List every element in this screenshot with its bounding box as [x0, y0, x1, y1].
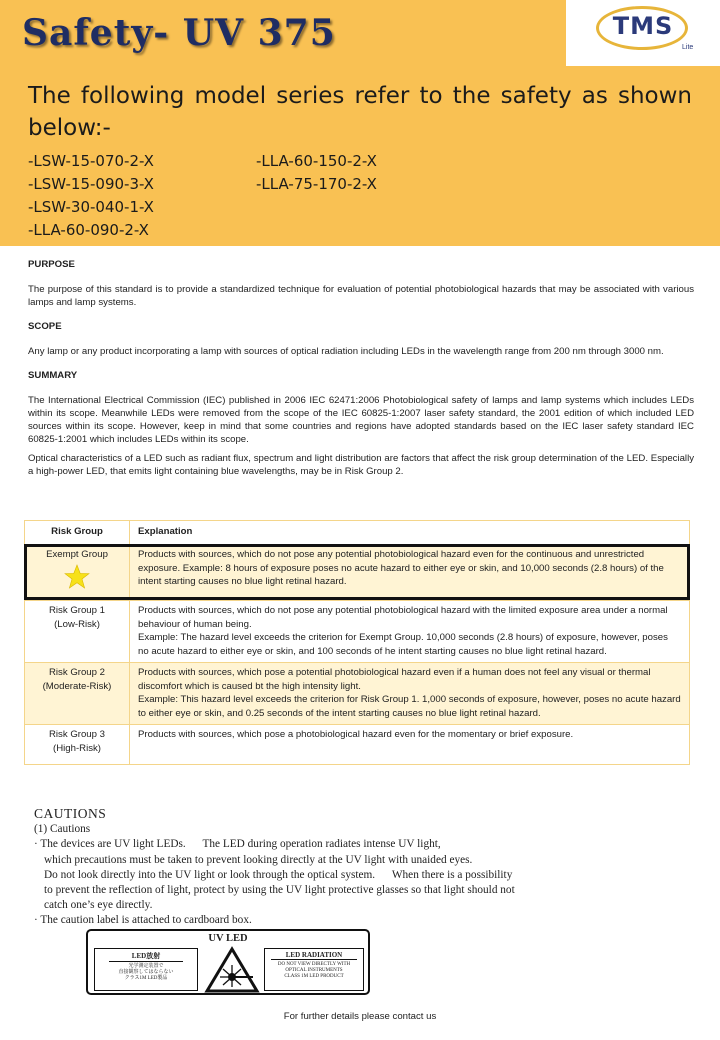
label-japanese-line: クラス1M LED製品 [124, 976, 168, 981]
risk-group-cell [25, 601, 130, 663]
risk-group-level: (Moderate-Risk) [42, 680, 112, 692]
caution-line: which precautions must be taken to prevent looking directly at the UV light with unaided eyes. [44, 853, 473, 866]
risk-group-name: Risk Group 3 [49, 729, 105, 740]
document-body [28, 258, 694, 478]
purpose-text: The purpose of this standard is to provide a standardized technique for evaluation of potential photobiological hazards that may be associated with various lamps and lamp systems. [28, 284, 694, 308]
risk-group-level: (Low-Risk) [54, 618, 100, 630]
intro-text: The following model series refer to the safety as shown below:- [28, 83, 692, 141]
label-japanese-line: 光学測定装置で [128, 964, 164, 969]
model-item: -LSW-15-070-2-X [28, 152, 154, 170]
scope-heading: SCOPE [28, 321, 62, 332]
model-list-left [28, 150, 154, 242]
risk-explanation: Products with sources, which do not pose any potential photobiological hazard even for the continuous and unrestricted exposure. Example: 8 hours of exposure poses no acute hazard to either eye or skin, and 10,000 seconds (2.8 hours) of the intent starting causes no blue light retinal hazard. [130, 545, 690, 601]
label-english-line: DO NOT VIEW DIRECTLY WITH [277, 962, 351, 967]
model-item: -LLA-75-170-2-X [256, 175, 377, 193]
label-english-heading: LED RADIATION [271, 951, 357, 960]
risk-group-cell [25, 663, 130, 725]
caution-line: to prevent the reflection of light, protect by using the UV light protective glasses so that light should not [44, 884, 515, 897]
risk-explanation: Products with sources, which pose a photobiological hazard even for the momentary or brief exposure. [130, 725, 690, 765]
label-title: UV LED [208, 933, 248, 944]
risk-group-name: Risk Group 2 [49, 667, 105, 678]
scope-text: Any lamp or any product incorporating a lamp with sources of optical radiation including LEDs in the wavelength range from 200 nm through 3000 nm. [28, 346, 664, 357]
risk-group-cell [25, 725, 130, 765]
label-english-line: OPTICAL INSTRUMENTS [285, 968, 343, 973]
caution-line: · The caution label is attached to cardboard box. [34, 914, 252, 927]
caution-line: Do not look directly into the UV light or look through the optical system. When there is a possibility [44, 868, 513, 881]
label-english-box [264, 948, 364, 991]
footer-contact: For further details please contact us [283, 1011, 437, 1022]
header-band [0, 0, 720, 246]
caution-line: catch one’s eye directly. [44, 899, 153, 912]
summary-text-2: Optical characteristics of a LED such as radiant flux, spectrum and light distribution are factors that affect the risk group determination of the LED. Especially a high-power LED, that emits light containing blue wavelengths, may be in Risk Group 2. [28, 453, 694, 477]
table-header: Explanation [130, 521, 690, 545]
logo-text: TMS [612, 12, 674, 40]
risk-group-name: Exempt Group [46, 549, 108, 560]
table-header: Risk Group [25, 521, 130, 545]
risk-explanation-text: Products with sources, which do not pose any potential photobiological hazard with the limited exposure area under a normal behaviour of human being. [138, 605, 668, 630]
table-row [25, 725, 690, 765]
summary-text-1: The International Electrical Commission (IEC) published in 2006 IEC 62471:2006 Photobiological safety of lamps and lamp systems which includes LEDs within its scope. Meanwhile LEDs were removed from the scope of the IEC 60825-1:2007 laser safety standard, the 2001 edition of which included LED sources within its scope. However, keep in mind that some countries and regions have adopted standards based on the IEC laser safety standard IEC 60825-1:2001 which includes LEDs within its scope. [28, 395, 694, 445]
model-item: -LLA-60-150-2-X [256, 152, 377, 170]
label-japanese-box [94, 948, 198, 991]
label-english-line: CLASS 1M LED PRODUCT [284, 974, 344, 979]
risk-example-text: Example: The hazard level exceeds the criterion for Exempt Group. 10,000 seconds (2.8 hours) of exposure, however, poses no acute hazard to either eye or skin, and 100 seconds of he intent starting causes no blue light retinal hazard. [138, 632, 668, 657]
summary-heading: SUMMARY [28, 370, 78, 381]
model-item: -LSW-15-090-3-X [28, 175, 154, 193]
model-item: -LSW-30-040-1-X [28, 198, 154, 216]
table-row [25, 663, 690, 725]
risk-explanation [130, 663, 690, 725]
logo-sub: Lite [682, 44, 694, 51]
purpose-heading: PURPOSE [28, 259, 75, 270]
laser-warning-icon [204, 946, 260, 994]
caution-label-image [86, 929, 370, 995]
cautions-subheading: (1) Cautions [34, 823, 91, 836]
risk-group-level: (High-Risk) [53, 742, 101, 754]
cautions-section [34, 806, 594, 929]
caution-line: · The devices are UV light LEDs. The LED during operation radiates intense UV light, [34, 838, 441, 851]
cautions-heading: CAUTIONS [34, 806, 107, 821]
risk-explanation-text: Products with sources, which pose a potential photobiological hazard even if a human does not feel any visual or thermal discomfort which is caused bt the high intensity light. [138, 667, 651, 692]
risk-example-text: Example: This hazard level exceeds the criterion for Risk Group 1. 1,000 seconds of exposure, however, poses no acute hazard to either eye or skin, and 0.25 seconds of the intent starting causes no blue light retinal hazard. [138, 694, 681, 719]
table-row [25, 601, 690, 663]
company-logo [566, 0, 720, 66]
page-title: Safety- UV 375 [22, 12, 336, 54]
label-japanese-heading: LED放射 [109, 951, 183, 962]
risk-explanation [130, 601, 690, 663]
model-list-right [256, 150, 377, 196]
risk-group-name: Risk Group 1 [49, 605, 105, 616]
table-header-row [25, 521, 690, 545]
label-japanese-line: 直接観察してはならない [118, 970, 174, 975]
model-item: -LLA-60-090-2-X [28, 221, 149, 239]
exempt-group-highlight-box [24, 544, 690, 600]
